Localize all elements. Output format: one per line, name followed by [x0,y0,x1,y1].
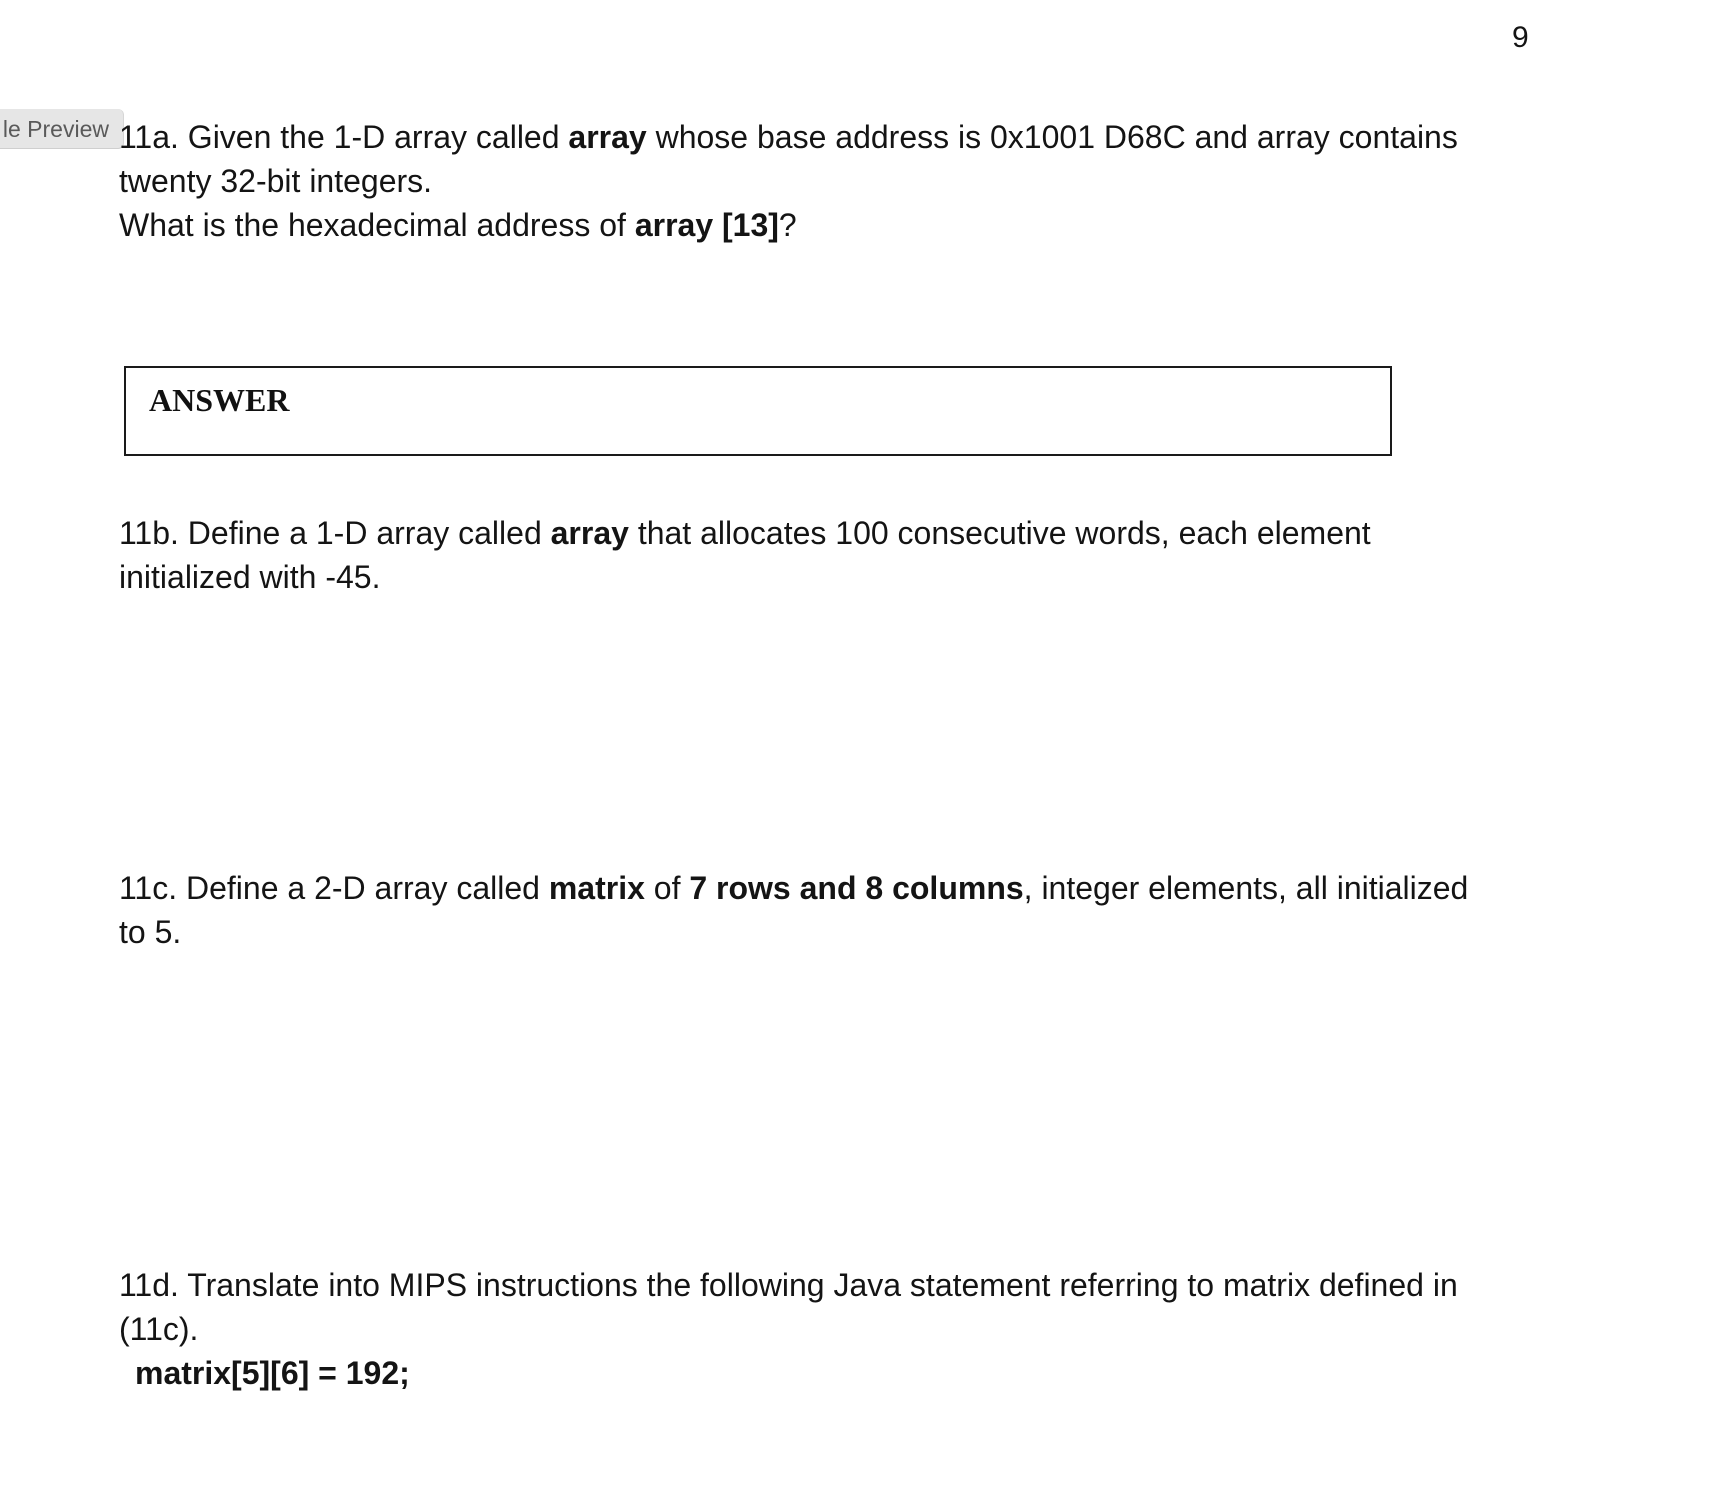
question-11d-line-1: 11d. Translate into MIPS instructions the following Java statement referring to matrix defined in [119,1267,1458,1303]
question-11b-text: 11b. Define a 1-D array called [119,515,551,551]
question-11d-line-2: (11c). [119,1311,199,1347]
question-11b-line-1 [119,511,1371,555]
question-mark: ? [778,207,797,243]
question-11c-text: of [644,870,690,906]
preview-tab[interactable]: le Preview [0,109,124,149]
answer-box[interactable] [124,366,1392,456]
matrix-keyword: matrix [548,870,645,906]
question-11d [119,1263,1458,1395]
question-11a-line-1 [119,115,1458,159]
question-11b-line-2: initialized with -45. [119,559,381,595]
question-11c-line-1 [119,866,1468,910]
question-11c-text: , integer elements, all initialized [1023,870,1469,906]
question-11a-text: 11a. Given the 1-D array called [119,119,569,155]
answer-label: ANSWER [149,382,290,418]
array-keyword: array [550,515,629,551]
dimensions-keyword: 7 rows and 8 columns [689,870,1024,906]
question-11c [119,866,1468,954]
question-11a-line-2: twenty 32-bit integers. [119,163,433,199]
question-11b [119,511,1371,599]
question-11a [119,115,1458,247]
question-11c-text: 11c. Define a 2-D array called [119,870,549,906]
question-11a-line-3 [119,203,1458,247]
question-11b-text: that allocates 100 consecutive words, each element [628,515,1371,551]
question-11c-line-2: to 5. [119,914,182,950]
array-index-keyword: array [13] [634,207,779,243]
java-statement: matrix[5][6] = 192; [135,1355,410,1391]
page-number: 9 [1512,21,1529,54]
question-11a-text: whose base address is 0x1001 D68C and array contains [646,119,1458,155]
question-11a-text: What is the hexadecimal address of [119,207,635,243]
array-keyword: array [568,119,647,155]
